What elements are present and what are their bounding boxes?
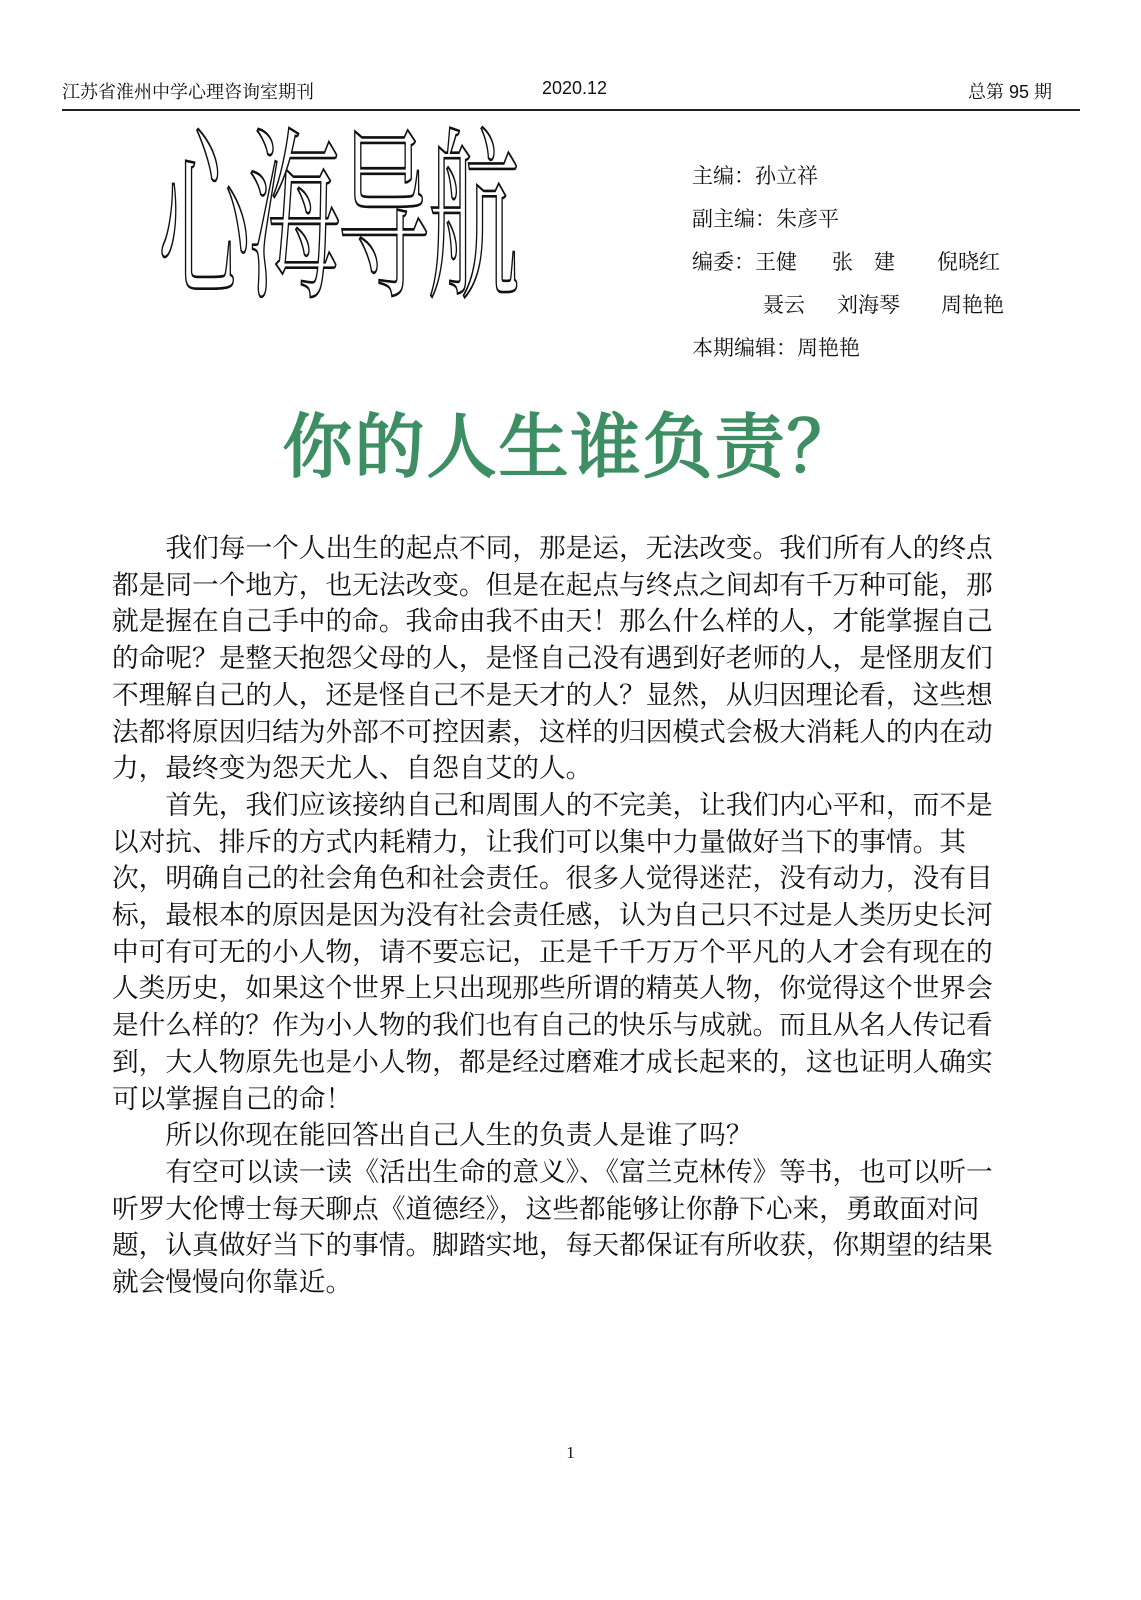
committee-member: 刘海琴	[837, 293, 900, 317]
committee-member: 张 建	[832, 250, 895, 274]
committee-label: 编委：	[692, 250, 755, 274]
committee-member: 周艳艳	[941, 293, 1004, 317]
committee-member: 倪晓红	[937, 250, 1000, 274]
chief-editor: 主编：孙立祥	[692, 164, 818, 188]
issue-date: 2020.12	[542, 78, 608, 98]
article-body	[112, 531, 1010, 1302]
masthead-logo: 心海导航	[158, 112, 518, 328]
deputy-editor: 副主编：朱彦平	[692, 207, 839, 231]
paragraph: 我们每一个人出生的起点不同，那是运，无法改变。我们所有人的终点都是同一个地方，也无法改变。但是在起点与终点之间却有千万种可能，那就是握在自己手中的命。我命由我不由天！那么什么样的人，才能掌握自己的命呢？是整天抱怨父母的人，是怪自己没有遇到好老师的人，是怪朋友们不理解自己的人，还是怪自己不是天才的人？显然，从归因理论看，这些想法都将原因归结为外部不可控因素，这样的归因模式会极大消耗人的内在动力，最终变为怨天尤人、自怨自艾的人。	[112, 533, 993, 785]
committee-row-2	[692, 289, 1012, 319]
issue-editor: 本期编辑：周艳艳	[692, 336, 860, 360]
article-title: 你的人生谁负责？	[282, 406, 859, 488]
paragraph: 有空可以读一读《活出生命的意义》、《富兰克林传》等书，也可以听一听罗大伦博士每天聊点《道德经》，这些都能够让你静下心来，勇敢面对问题，认真做好当下的事情。脚踏实地，每天都保证有所收获，你期望的结果就会慢慢向你靠近。	[112, 1156, 993, 1299]
committee-member: 聂云	[763, 293, 805, 317]
paragraph: 首先，我们应该接纳自己和周围人的不完美，让我们内心平和，而不是以对抗、排斥的方式内耗精力，让我们可以集中力量做好当下的事情。其次，明确自己的社会角色和社会责任。很多人觉得迷茫，没有动力，没有目标，最根本的原因是因为没有社会责任感，认为自己只不过是人类历史长河中可有可无的小人物，请不要忘记，正是千千万万个平凡的人才会有现在的人类历史，如果这个世界上只出现那些所谓的精英人物，你觉得这个世界会是什么样的？作为小人物的我们也有自己的快乐与成就。而且从名人传记看到，大人物原先也是小人物，都是经过磨难才成长起来的，这也证明人确实可以掌握自己的命！	[112, 789, 993, 1115]
journal-header	[62, 78, 1080, 106]
page-number: 1	[566, 1443, 575, 1462]
paragraph: 所以你现在能回答出自己人生的负责人是谁了吗？	[165, 1120, 753, 1152]
committee-row-1	[692, 246, 1012, 276]
issue-number: 总第 95 期	[967, 82, 1052, 102]
journal-name: 江苏省淮州中学心理咨询室期刊	[62, 82, 314, 102]
header-divider	[62, 109, 1080, 111]
committee-member: 王健	[755, 250, 797, 274]
